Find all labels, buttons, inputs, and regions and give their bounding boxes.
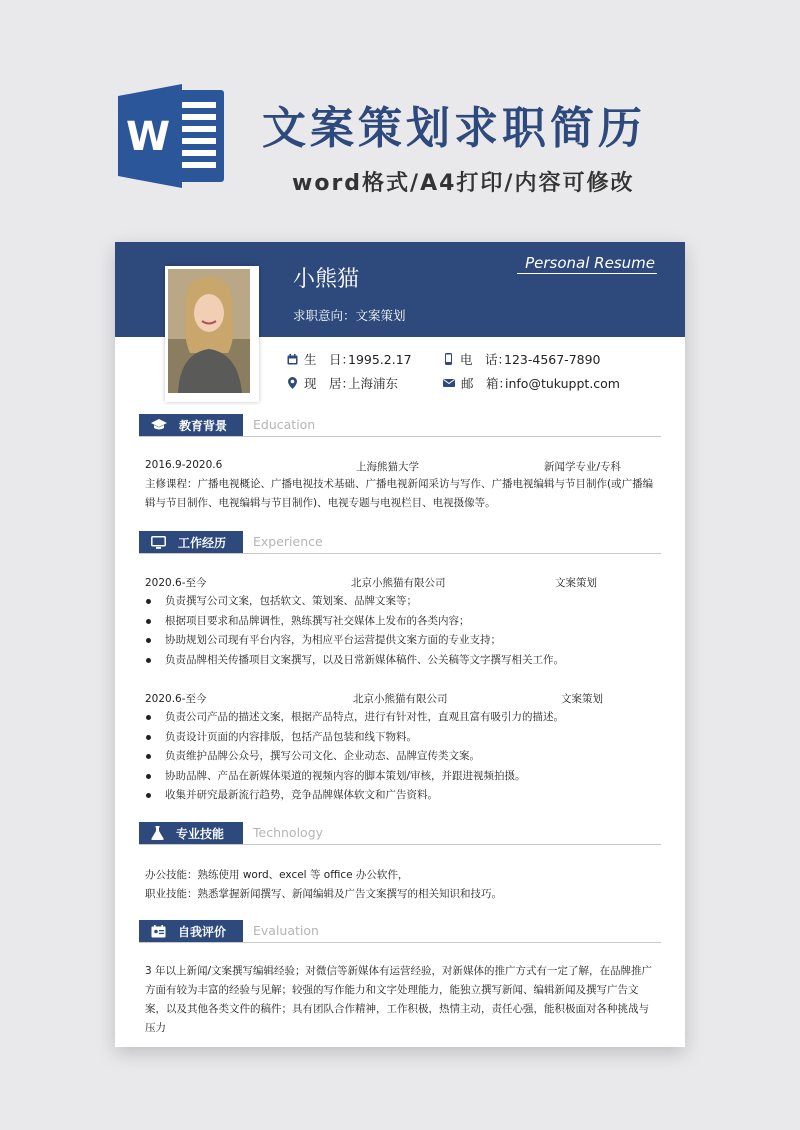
job-2-duties: [145, 708, 564, 806]
email-value: info@tukuppt.com: [505, 375, 620, 391]
job-1-role: 文案策划: [555, 577, 597, 589]
education-title: 教育背景: [179, 418, 228, 433]
mail-icon: [443, 378, 455, 388]
candidate-name: 小熊猫: [293, 267, 360, 292]
education-school: 上海熊猫大学: [356, 461, 419, 473]
birth-value: 1995.2.17: [348, 351, 412, 367]
experience-title-en: Experience: [253, 534, 323, 549]
list-item: 负责撰写公司文案，包括软文、策划案、品牌文案等；: [145, 592, 564, 612]
word-logo-icon: [118, 84, 226, 188]
phone-label: 电 话：: [460, 352, 511, 367]
list-item: 收集并研究最新流行趋势，竞争品牌媒体软文和广告资料。: [145, 786, 564, 806]
office-skills: 办公技能：熟练使用 word、excel 等 office 办公软件，: [145, 869, 409, 881]
birth-label: 生 日：: [304, 352, 355, 367]
birth-info: [287, 350, 412, 368]
location-info: [287, 374, 398, 392]
monitor-icon: [151, 536, 166, 549]
job-1-duties: [145, 592, 564, 670]
email-info: [443, 374, 620, 392]
job-intent: 求职意向：文案策划: [293, 308, 406, 323]
list-item: 协助规划公司现有平台内容，为相应平台运营提供文案方面的专业支持；: [145, 631, 564, 651]
job-1-period: 2020.6-至今: [145, 577, 207, 589]
job-1-company: 北京小熊猫有限公司: [351, 577, 446, 589]
personal-resume-tagline: Personal Resume: [517, 254, 657, 274]
banner-title: 文案策划求职简历: [262, 103, 646, 154]
evaluation-text: 3 年以上新闻/文案撰写编辑经验；对微信等新媒体有运营经验，对新媒体的推广方式有一定了解，在品牌推广方面有较为丰富的经验与见解；较强的写作能力和文字处理能力，能独立撰写新闻、编辑新闻及撰写广告文案，以及其他各类文件的稿件；具有团队合作精神，工作积极，热情主动，责任心强，能积极面对各种挑战与压力: [145, 965, 653, 1034]
list-item: 负责品牌相关传播项目文案撰写，以及日常新媒体稿件、公关稿等文字撰写相关工作。: [145, 651, 564, 671]
evaluation-title: 自我评价: [178, 924, 227, 939]
education-title-en: Education: [253, 417, 316, 432]
education-courses: 主修课程：广播电视概论、广播电视技术基础、广播电视新闻采访与写作、广播电视编辑与节目制作(或广播编辑与节目制作、电视编辑与节目制作)、电视专题与电视栏目、电视摄像等。: [145, 478, 654, 509]
list-item: 负责维护品牌公众号，撰写公司文化、企业动态、品牌宣传类文案。: [145, 747, 564, 767]
phone-value: 123-4567-7890: [504, 351, 601, 367]
calendar-icon: [287, 354, 298, 365]
location-icon: [287, 377, 298, 389]
job-2-role: 文案策划: [561, 693, 603, 705]
job-2-company: 北京小熊猫有限公司: [353, 693, 448, 705]
education-tab: [139, 414, 243, 436]
experience-section-header: [139, 531, 661, 554]
professional-skills: 职业技能：熟悉掌握新闻撰写、新闻编辑及广告文案撰写的相关知识和技巧。: [145, 888, 502, 900]
list-item: 负责设计页面的内容排版，包括产品包装和线下物料。: [145, 728, 564, 748]
graduation-cap-icon: [151, 419, 167, 431]
email-label: 邮 箱：: [461, 376, 512, 391]
skills-tab: [139, 822, 243, 844]
list-item: 负责公司产品的描述文案，根据产品特点，进行有针对性，直观且富有吸引力的描述。: [145, 708, 564, 728]
resume-page: [115, 242, 685, 1047]
education-section-header: [139, 414, 661, 437]
job-2-period: 2020.6-至今: [145, 693, 207, 705]
flask-icon: [151, 826, 164, 840]
avatar: [165, 266, 259, 402]
evaluation-section-header: [139, 920, 661, 943]
location-value: 上海浦东: [348, 376, 399, 391]
evaluation-title-en: Evaluation: [253, 923, 319, 938]
phone-info: [443, 350, 601, 368]
banner-subtitle: word格式/A4打印/内容可修改: [292, 171, 635, 196]
profile-card-icon: [151, 925, 166, 938]
evaluation-tab: [139, 920, 243, 942]
experience-tab: [139, 531, 243, 553]
skills-title: 专业技能: [176, 826, 225, 841]
list-item: 协助品牌、产品在新媒体渠道的视频内容的脚本策划/审核，并跟进视频拍摄。: [145, 767, 564, 787]
location-label: 现 居：: [304, 376, 355, 391]
skills-title-en: Technology: [253, 825, 324, 840]
skills-section-header: [139, 822, 661, 845]
experience-title: 工作经历: [178, 535, 227, 550]
education-major: 新闻学专业/专科: [544, 461, 622, 473]
education-period: 2016.9-2020.6: [145, 459, 223, 471]
word-logo-letter: W: [125, 114, 171, 160]
list-item: 根据项目要求和品牌调性，熟练撰写社交媒体上发布的各类内容；: [145, 612, 564, 632]
phone-icon: [443, 353, 454, 365]
